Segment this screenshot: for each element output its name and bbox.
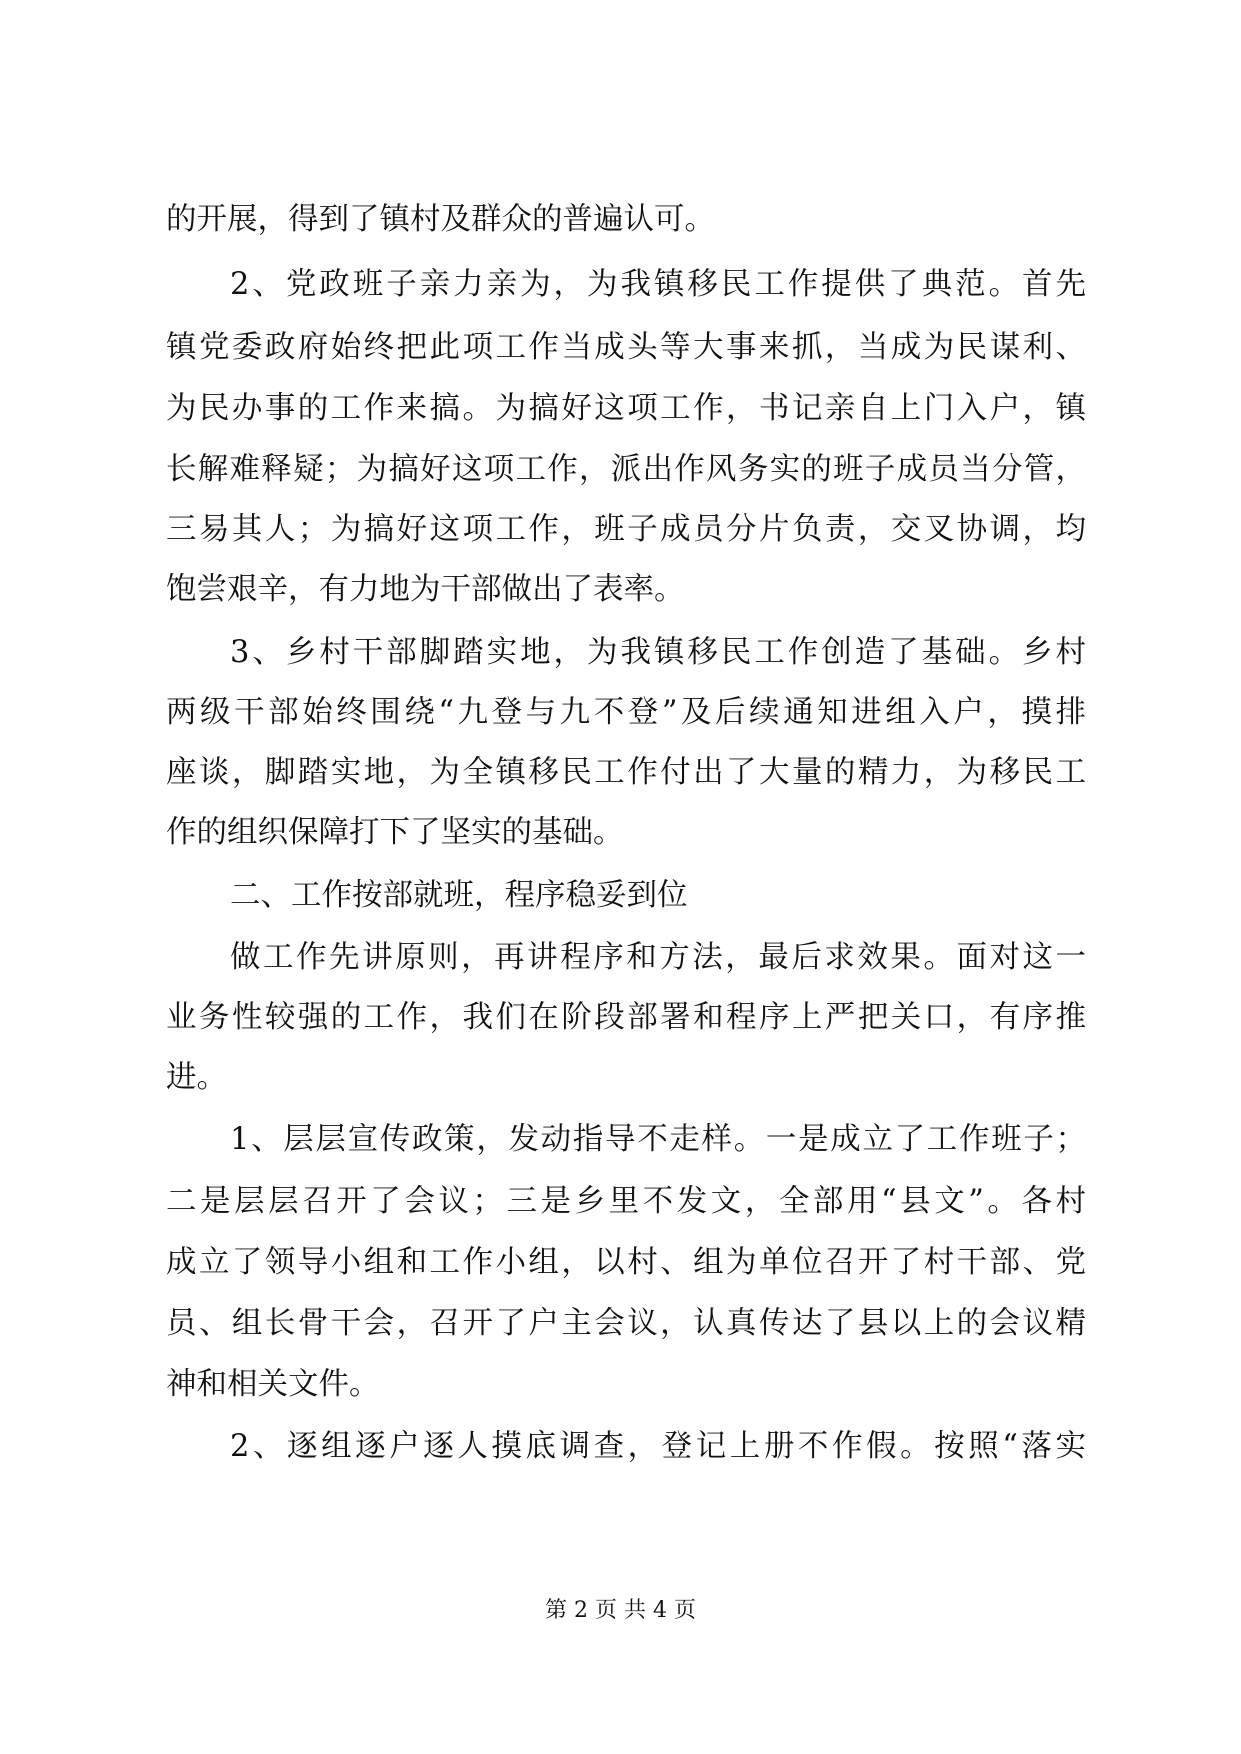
paragraph-start-line: 2、党政班子亲力亲为，为我镇移民工作提供了典范。首先 <box>230 267 1086 302</box>
text-line: 两级干部始终围绕“九登与九不登”及后续通知进组入户，摸排 <box>166 695 1086 730</box>
text-line: 员、组长骨干会，召开了户主会议，认真传达了县以上的会议精 <box>166 1306 1086 1341</box>
text-line: 作的组织保障打下了坚实的基础。 <box>166 815 624 850</box>
paragraph-start-line: 3、乡村干部脚踏实地，为我镇移民工作创造了基础。乡村 <box>230 635 1086 670</box>
text-line: 饱尝艰辛，有力地为干部做出了表率。 <box>166 572 685 607</box>
section-heading: 二、工作按部就班，程序稳妥到位 <box>230 878 688 913</box>
paragraph-start-line: 2、逐组逐户逐人摸底调查，登记上册不作假。按照“落实 <box>230 1429 1086 1464</box>
text-line: 神和相关文件。 <box>166 1367 380 1402</box>
text-line: 三易其人；为搞好这项工作，班子成员分片负责，交叉协调，均 <box>166 512 1086 547</box>
paragraph-start-line: 做工作先讲原则，再讲程序和方法，最后求效果。面对这一 <box>230 940 1086 975</box>
page-number-footer: 第 2 页 共 4 页 <box>545 1598 696 1623</box>
text-line: 二是层层召开了会议；三是乡里不发文，全部用“县文”。各村 <box>166 1184 1086 1219</box>
paragraph-start-line: 1、层层宣传政策，发动指导不走样。一是成立了工作班子； <box>230 1122 1086 1157</box>
text-line: 座谈，脚踏实地，为全镇移民工作付出了大量的精力，为移民工 <box>166 755 1086 790</box>
text-line: 的开展，得到了镇村及群众的普遍认可。 <box>166 202 715 237</box>
text-line: 进。 <box>166 1060 227 1095</box>
text-line: 镇党委政府始终把此项工作当成头等大事来抓，当成为民谋利、 <box>166 330 1086 365</box>
text-line: 业务性较强的工作，我们在阶段部署和程序上严把关口，有序推 <box>166 1000 1086 1035</box>
text-line: 成立了领导小组和工作小组，以村、组为单位召开了村干部、党 <box>166 1245 1086 1280</box>
text-line: 长解难释疑；为搞好这项工作，派出作风务实的班子成员当分管， <box>166 452 1086 487</box>
text-line: 为民办事的工作来搞。为搞好这项工作，书记亲自上门入户，镇 <box>166 391 1086 426</box>
